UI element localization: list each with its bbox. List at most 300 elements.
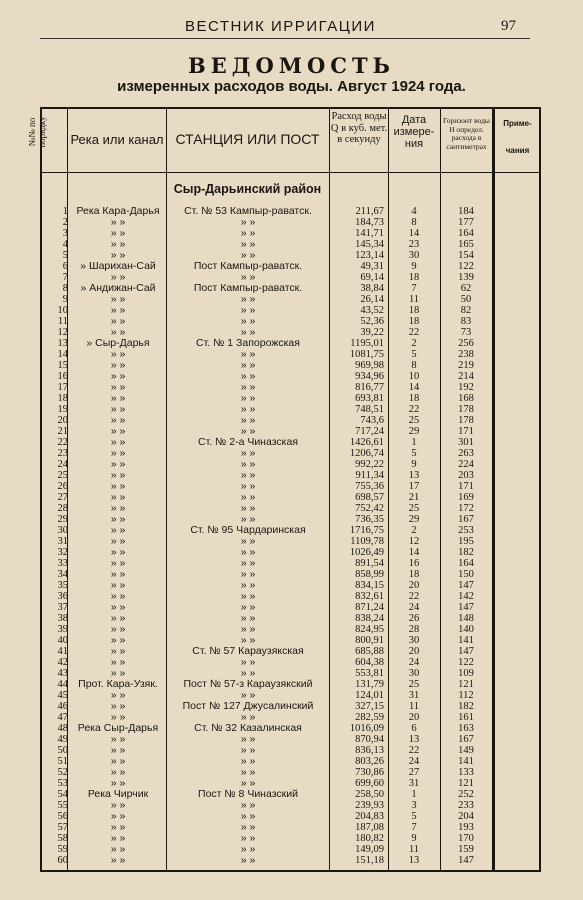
- table-row: [0, 591, 583, 602]
- station-cell: » »: [240, 425, 256, 437]
- date-cell: 24: [408, 756, 420, 767]
- table-row: [0, 833, 583, 844]
- flow-cell: 699,60: [355, 778, 384, 789]
- table-row: [0, 415, 583, 426]
- level-cell: 193: [458, 822, 474, 833]
- station-cell: » »: [240, 491, 256, 503]
- date-cell: 29: [408, 514, 420, 525]
- level-cell: 147: [458, 580, 474, 591]
- district-heading: Сыр-Дарьинский район: [173, 182, 322, 196]
- date-cell: 18: [408, 569, 420, 580]
- river-cell: » »: [110, 843, 126, 855]
- date-cell: 11: [408, 844, 420, 855]
- column-header-station: СТАНЦИЯ ИЛИ ПОСТ: [175, 131, 320, 147]
- level-cell: 149: [458, 745, 474, 756]
- level-cell: 182: [458, 701, 474, 712]
- table-row: [0, 217, 583, 228]
- table-row: [0, 459, 583, 470]
- date-cell: 1: [411, 437, 417, 448]
- station-cell: » »: [240, 216, 256, 228]
- level-cell: 169: [458, 492, 474, 503]
- row-number: 25: [57, 470, 68, 481]
- station-cell: » »: [240, 612, 256, 624]
- date-cell: 13: [408, 470, 420, 481]
- level-cell: 121: [458, 778, 474, 789]
- level-cell: 233: [458, 800, 474, 811]
- flow-cell: 1206,74: [349, 448, 384, 459]
- river-cell: » »: [110, 645, 126, 657]
- level-cell: 82: [460, 305, 472, 316]
- row-number: 51: [57, 756, 68, 767]
- level-cell: 214: [458, 371, 474, 382]
- level-cell: 219: [458, 360, 474, 371]
- flow-cell: 258,50: [355, 789, 384, 800]
- table-row: [0, 624, 583, 635]
- station-cell: » »: [240, 469, 256, 481]
- table-row: [0, 371, 583, 382]
- river-cell: » »: [110, 359, 126, 371]
- row-number: 12: [57, 327, 68, 338]
- station-cell: » »: [240, 579, 256, 591]
- table-row: [0, 536, 583, 547]
- flow-cell: 604,38: [355, 657, 384, 668]
- station-cell: » »: [240, 799, 256, 811]
- level-cell: 154: [458, 250, 474, 261]
- river-cell: » »: [110, 326, 126, 338]
- level-cell: 224: [458, 459, 474, 470]
- river-cell: » »: [110, 711, 126, 723]
- date-cell: 30: [408, 635, 420, 646]
- date-cell: 23: [408, 239, 420, 250]
- station-cell: » »: [240, 447, 256, 459]
- flow-cell: 69,14: [360, 272, 384, 283]
- date-cell: 28: [408, 624, 420, 635]
- flow-cell: 832,61: [355, 591, 384, 602]
- row-number: 52: [57, 767, 68, 778]
- level-cell: 165: [458, 239, 474, 250]
- date-cell: 31: [408, 778, 420, 789]
- date-cell: 25: [408, 415, 420, 426]
- river-cell: Прот. Кара-Узяк.: [78, 678, 158, 690]
- row-number: 27: [57, 492, 68, 503]
- river-cell: » »: [110, 370, 126, 382]
- row-number: 17: [57, 382, 68, 393]
- row-number: 59: [57, 844, 68, 855]
- station-cell: Пост № 127 Джусалинский: [182, 700, 314, 712]
- row-number: 14: [57, 349, 68, 360]
- flow-cell: 992,22: [355, 459, 384, 470]
- river-cell: » »: [110, 348, 126, 360]
- table-row: [0, 723, 583, 734]
- row-number: 39: [57, 624, 68, 635]
- row-number: 55: [57, 800, 68, 811]
- table-row: [0, 404, 583, 415]
- station-cell: Пост Кампыр-раватск.: [193, 260, 303, 272]
- river-cell: » »: [110, 667, 126, 679]
- date-cell: 5: [411, 349, 417, 360]
- level-cell: 161: [458, 712, 474, 723]
- river-cell: » »: [110, 656, 126, 668]
- level-cell: 195: [458, 536, 474, 547]
- flow-cell: 149,09: [355, 844, 384, 855]
- flow-cell: 39,22: [360, 327, 384, 338]
- river-cell: » »: [110, 810, 126, 822]
- station-cell: » »: [240, 271, 256, 283]
- river-cell: » »: [110, 491, 126, 503]
- level-cell: 204: [458, 811, 474, 822]
- flow-cell: 1109,78: [350, 536, 384, 547]
- date-cell: 7: [411, 822, 417, 833]
- level-cell: 141: [458, 635, 474, 646]
- level-cell: 50: [460, 294, 472, 305]
- station-cell: » »: [240, 656, 256, 668]
- level-cell: 253: [458, 525, 474, 536]
- table-row: [0, 646, 583, 657]
- row-number: 60: [57, 855, 68, 866]
- flow-cell: 1016,09: [349, 723, 384, 734]
- date-cell: 5: [411, 811, 417, 822]
- station-cell: Ст. № 95 Чардаринская: [190, 524, 306, 536]
- station-cell: » »: [240, 557, 256, 569]
- date-cell: 22: [408, 745, 420, 756]
- date-cell: 26: [408, 613, 420, 624]
- river-cell: » »: [110, 832, 126, 844]
- date-cell: 12: [408, 536, 420, 547]
- river-cell: » »: [110, 513, 126, 525]
- level-cell: 263: [458, 448, 474, 459]
- date-cell: 22: [408, 327, 420, 338]
- table-row: [0, 789, 583, 800]
- table-row: [0, 360, 583, 371]
- row-number: 16: [57, 371, 68, 382]
- row-number: 41: [57, 646, 68, 657]
- date-cell: 20: [408, 712, 420, 723]
- level-cell: 172: [458, 503, 474, 514]
- river-cell: » »: [110, 238, 126, 250]
- station-cell: » »: [240, 755, 256, 767]
- flow-cell: 911,34: [355, 470, 384, 481]
- river-cell: » Шарихан-Сай: [80, 260, 156, 272]
- date-cell: 30: [408, 250, 420, 261]
- river-cell: » Андижан-Сай: [80, 282, 156, 294]
- row-number: 5: [62, 250, 68, 261]
- table-row: [0, 745, 583, 756]
- river-cell: » »: [110, 700, 126, 712]
- station-cell: » »: [240, 249, 256, 261]
- level-cell: 83: [460, 316, 472, 327]
- station-cell: » »: [240, 667, 256, 679]
- flow-cell: 858,99: [355, 569, 384, 580]
- table-row: [0, 701, 583, 712]
- station-cell: Ст. № 1 Запорожская: [196, 337, 300, 349]
- flow-cell: 187,08: [355, 822, 384, 833]
- row-number: 32: [57, 547, 68, 558]
- river-cell: » »: [110, 634, 126, 646]
- date-cell: 14: [408, 382, 420, 393]
- level-cell: 148: [458, 613, 474, 624]
- station-cell: » »: [240, 392, 256, 404]
- level-cell: 164: [458, 228, 474, 239]
- river-cell: » »: [110, 458, 126, 470]
- date-cell: 14: [408, 228, 420, 239]
- table-row: [0, 679, 583, 690]
- table-row: [0, 393, 583, 404]
- river-cell: » »: [110, 480, 126, 492]
- flow-cell: 743,6: [360, 415, 384, 426]
- row-number: 19: [57, 404, 68, 415]
- date-cell: 14: [408, 547, 420, 558]
- table-row: [0, 448, 583, 459]
- flow-cell: 38,84: [360, 283, 384, 294]
- row-number: 47: [57, 712, 68, 723]
- station-cell: » »: [240, 777, 256, 789]
- table-row: [0, 338, 583, 349]
- station-cell: » »: [240, 689, 256, 701]
- date-cell: 1: [411, 789, 417, 800]
- row-number: 9: [62, 294, 68, 305]
- river-cell: » »: [110, 601, 126, 613]
- row-number: 53: [57, 778, 68, 789]
- level-cell: 150: [458, 569, 474, 580]
- row-number: 20: [57, 415, 68, 426]
- flow-cell: 717,24: [355, 426, 384, 437]
- table-row: [0, 492, 583, 503]
- station-cell: » »: [240, 744, 256, 756]
- flow-cell: 211,67: [355, 206, 384, 217]
- table-row: [0, 206, 583, 217]
- row-number: 49: [57, 734, 68, 745]
- level-cell: 147: [458, 602, 474, 613]
- row-number: 29: [57, 514, 68, 525]
- table-row: [0, 316, 583, 327]
- date-cell: 31: [408, 690, 420, 701]
- row-number: 48: [57, 723, 68, 734]
- station-cell: » »: [240, 238, 256, 250]
- river-cell: » »: [110, 315, 126, 327]
- river-cell: » »: [110, 590, 126, 602]
- row-number: 58: [57, 833, 68, 844]
- date-cell: 8: [411, 360, 417, 371]
- table-row: [0, 822, 583, 833]
- date-cell: 8: [411, 217, 417, 228]
- date-cell: 25: [408, 503, 420, 514]
- flow-cell: 26,14: [360, 294, 384, 305]
- flow-cell: 180,82: [355, 833, 384, 844]
- table-row: [0, 525, 583, 536]
- table-row: [0, 855, 583, 866]
- station-cell: » »: [240, 381, 256, 393]
- station-cell: » »: [240, 623, 256, 635]
- flow-cell: 755,36: [355, 481, 384, 492]
- flow-cell: 752,42: [355, 503, 384, 514]
- table-row: [0, 470, 583, 481]
- level-cell: 122: [458, 657, 474, 668]
- station-cell: » »: [240, 854, 256, 866]
- flow-cell: 43,52: [360, 305, 384, 316]
- river-cell: » »: [110, 293, 126, 305]
- level-cell: 167: [458, 734, 474, 745]
- column-header-number: №№ по порядку: [27, 116, 47, 148]
- flow-cell: 836,13: [355, 745, 384, 756]
- station-cell: » »: [240, 326, 256, 338]
- table-row: [0, 305, 583, 316]
- date-cell: 20: [408, 580, 420, 591]
- level-cell: 238: [458, 349, 474, 360]
- station-cell: » »: [240, 634, 256, 646]
- flow-cell: 730,86: [355, 767, 384, 778]
- river-cell: » »: [110, 612, 126, 624]
- flow-cell: 800,91: [355, 635, 384, 646]
- date-cell: 9: [411, 459, 417, 470]
- table-row: [0, 481, 583, 492]
- date-cell: 9: [411, 261, 417, 272]
- level-cell: 252: [458, 789, 474, 800]
- level-cell: 147: [458, 646, 474, 657]
- flow-cell: 824,95: [355, 624, 384, 635]
- flow-cell: 141,71: [355, 228, 384, 239]
- level-cell: 167: [458, 514, 474, 525]
- river-cell: » »: [110, 216, 126, 228]
- row-number: 33: [57, 558, 68, 569]
- date-cell: 22: [408, 404, 420, 415]
- row-number: 56: [57, 811, 68, 822]
- river-cell: » »: [110, 546, 126, 558]
- level-cell: 122: [458, 261, 474, 272]
- station-cell: » »: [240, 568, 256, 580]
- row-number: 13: [57, 338, 68, 349]
- date-cell: 22: [408, 591, 420, 602]
- river-cell: » »: [110, 414, 126, 426]
- date-cell: 10: [408, 371, 420, 382]
- date-cell: 25: [408, 679, 420, 690]
- date-cell: 27: [408, 767, 420, 778]
- flow-cell: 1026,49: [349, 547, 384, 558]
- level-cell: 112: [458, 690, 474, 701]
- flow-cell: 151,18: [355, 855, 384, 866]
- table-row: [0, 437, 583, 448]
- station-cell: Пост Кампыр-раватск.: [193, 282, 303, 294]
- station-cell: » »: [240, 590, 256, 602]
- row-number: 18: [57, 393, 68, 404]
- table-row: [0, 602, 583, 613]
- level-cell: 178: [458, 415, 474, 426]
- flow-cell: 834,15: [355, 580, 384, 591]
- station-cell: » »: [240, 414, 256, 426]
- flow-cell: 123,14: [355, 250, 384, 261]
- date-cell: 17: [408, 481, 420, 492]
- station-cell: » »: [240, 546, 256, 558]
- level-cell: 182: [458, 547, 474, 558]
- date-cell: 5: [411, 448, 417, 459]
- column-header-level: Горизонт воды Н определ. расхода в сантиметрах: [443, 116, 490, 151]
- row-number: 45: [57, 690, 68, 701]
- date-cell: 3: [411, 800, 417, 811]
- table-row: [0, 580, 583, 591]
- level-cell: 133: [458, 767, 474, 778]
- table-row: [0, 294, 583, 305]
- station-cell: » »: [240, 293, 256, 305]
- river-cell: » »: [110, 227, 126, 239]
- level-cell: 178: [458, 404, 474, 415]
- level-cell: 109: [458, 668, 474, 679]
- table-row: [0, 800, 583, 811]
- station-cell: » »: [240, 315, 256, 327]
- flow-cell: 803,26: [355, 756, 384, 767]
- flow-cell: 698,57: [355, 492, 384, 503]
- row-number: 4: [62, 239, 68, 250]
- date-cell: 2: [411, 525, 417, 536]
- row-number: 10: [57, 305, 68, 316]
- table-row: [0, 613, 583, 624]
- table-row: [0, 558, 583, 569]
- flow-cell: 891,54: [355, 558, 384, 569]
- station-cell: » »: [240, 766, 256, 778]
- date-cell: 20: [408, 646, 420, 657]
- row-number: 24: [57, 459, 68, 470]
- row-number: 46: [57, 701, 68, 712]
- river-cell: » »: [110, 271, 126, 283]
- river-cell: » »: [110, 854, 126, 866]
- station-cell: » »: [240, 535, 256, 547]
- level-cell: 203: [458, 470, 474, 481]
- station-cell: Ст. № 32 Казалинская: [194, 722, 302, 734]
- station-cell: » »: [240, 513, 256, 525]
- level-cell: 168: [458, 393, 474, 404]
- row-number: 34: [57, 569, 68, 580]
- row-number: 36: [57, 591, 68, 602]
- row-number: 40: [57, 635, 68, 646]
- row-number: 43: [57, 668, 68, 679]
- flow-cell: 1716,75: [349, 525, 384, 536]
- level-cell: 73: [460, 327, 472, 338]
- level-cell: 177: [458, 217, 474, 228]
- station-cell: » »: [240, 843, 256, 855]
- table-row: [0, 844, 583, 855]
- row-number: 15: [57, 360, 68, 371]
- river-cell: » »: [110, 249, 126, 261]
- flow-cell: 239,93: [355, 800, 384, 811]
- column-header-flow: Расход воды Q в куб. мет. в секунду: [330, 111, 388, 146]
- notes-header-line: Приме-: [503, 119, 532, 128]
- level-cell: 171: [458, 426, 474, 437]
- station-cell: » »: [240, 821, 256, 833]
- river-cell: » »: [110, 392, 126, 404]
- station-cell: » »: [240, 502, 256, 514]
- date-cell: 9: [411, 833, 417, 844]
- flow-cell: 870,94: [355, 734, 384, 745]
- date-cell: 13: [408, 734, 420, 745]
- date-cell: 2: [411, 338, 417, 349]
- date-cell: 16: [408, 558, 420, 569]
- flow-cell: 736,35: [355, 514, 384, 525]
- level-cell: 62: [460, 283, 472, 294]
- station-cell: » »: [240, 711, 256, 723]
- date-cell: 18: [408, 272, 420, 283]
- river-cell: » »: [110, 777, 126, 789]
- row-number: 21: [57, 426, 68, 437]
- flow-cell: 204,83: [355, 811, 384, 822]
- row-number: 42: [57, 657, 68, 668]
- river-cell: » »: [110, 535, 126, 547]
- date-cell: 18: [408, 316, 420, 327]
- row-number: 22: [57, 437, 68, 448]
- flow-cell: 816,77: [355, 382, 384, 393]
- river-cell: » »: [110, 766, 126, 778]
- date-cell: 4: [411, 206, 417, 217]
- level-cell: 159: [458, 844, 474, 855]
- row-number: 3: [62, 228, 68, 239]
- station-cell: Ст. № 57 Караузякская: [192, 645, 304, 657]
